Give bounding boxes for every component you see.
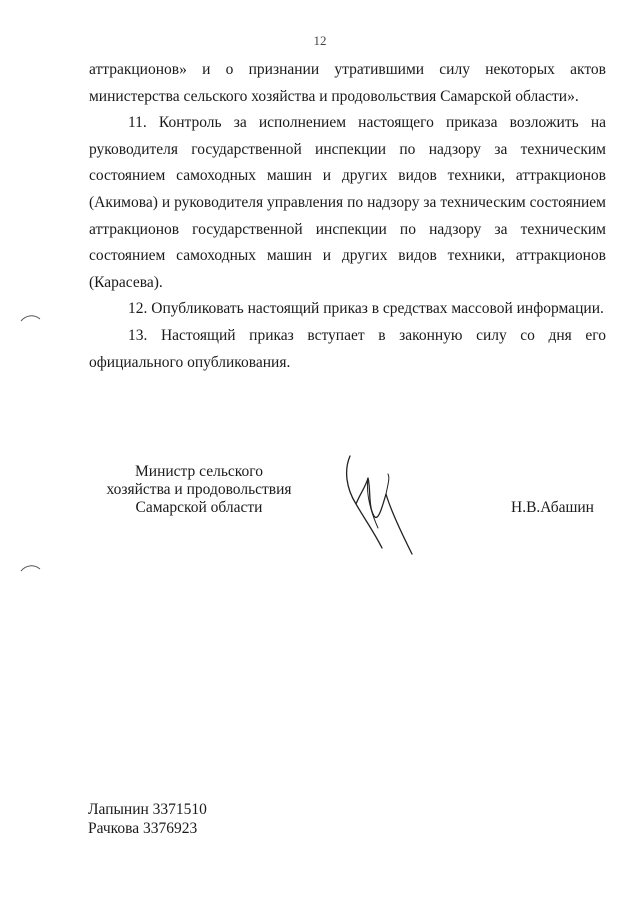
signatory-title-line: Министр сельского — [135, 463, 263, 480]
contact-line: Лапынин 3371510 — [88, 801, 207, 818]
paragraph-12: 12. Опубликовать настоящий приказ в средствах массовой информации. — [128, 300, 604, 318]
paragraph-11: 11. Контроль за исполнением настоящего приказа возложить на руководителя государственной инспекции по надзору за техническим состоянием самоходных машин и других видов техники, аттракционов (Акимова) и руководителя управления по надзору за техническим состоянием аттракционов государственной инспекции по надзору за техническим состоянием самоходных машин и других видов техники, аттракционов (Карасева). — [89, 114, 606, 291]
signatory-title — [89, 463, 309, 517]
paragraph-13: 13. Настоящий приказ вступает в законную силу со дня его официального опубликования. — [89, 326, 606, 371]
handwritten-signature — [338, 448, 438, 558]
punch-hole-mark-upper — [20, 313, 42, 323]
signatory-title-line: хозяйства и продовольствия — [106, 481, 292, 498]
paragraph-continuation: аттракционов» и о признании утратившими силу некоторых актов министерства сельского хозяйства и продовольствия Самарской области». — [89, 61, 606, 105]
contacts-block — [88, 800, 207, 838]
document-body — [89, 57, 606, 376]
page-number: 12 — [313, 33, 327, 48]
punch-hole-mark-lower — [20, 563, 42, 573]
contact-line: Рачкова 3376923 — [88, 820, 198, 837]
signatory-title-line: Самарской области — [135, 499, 263, 516]
signatory-name: Н.В.Абашин — [511, 499, 594, 516]
